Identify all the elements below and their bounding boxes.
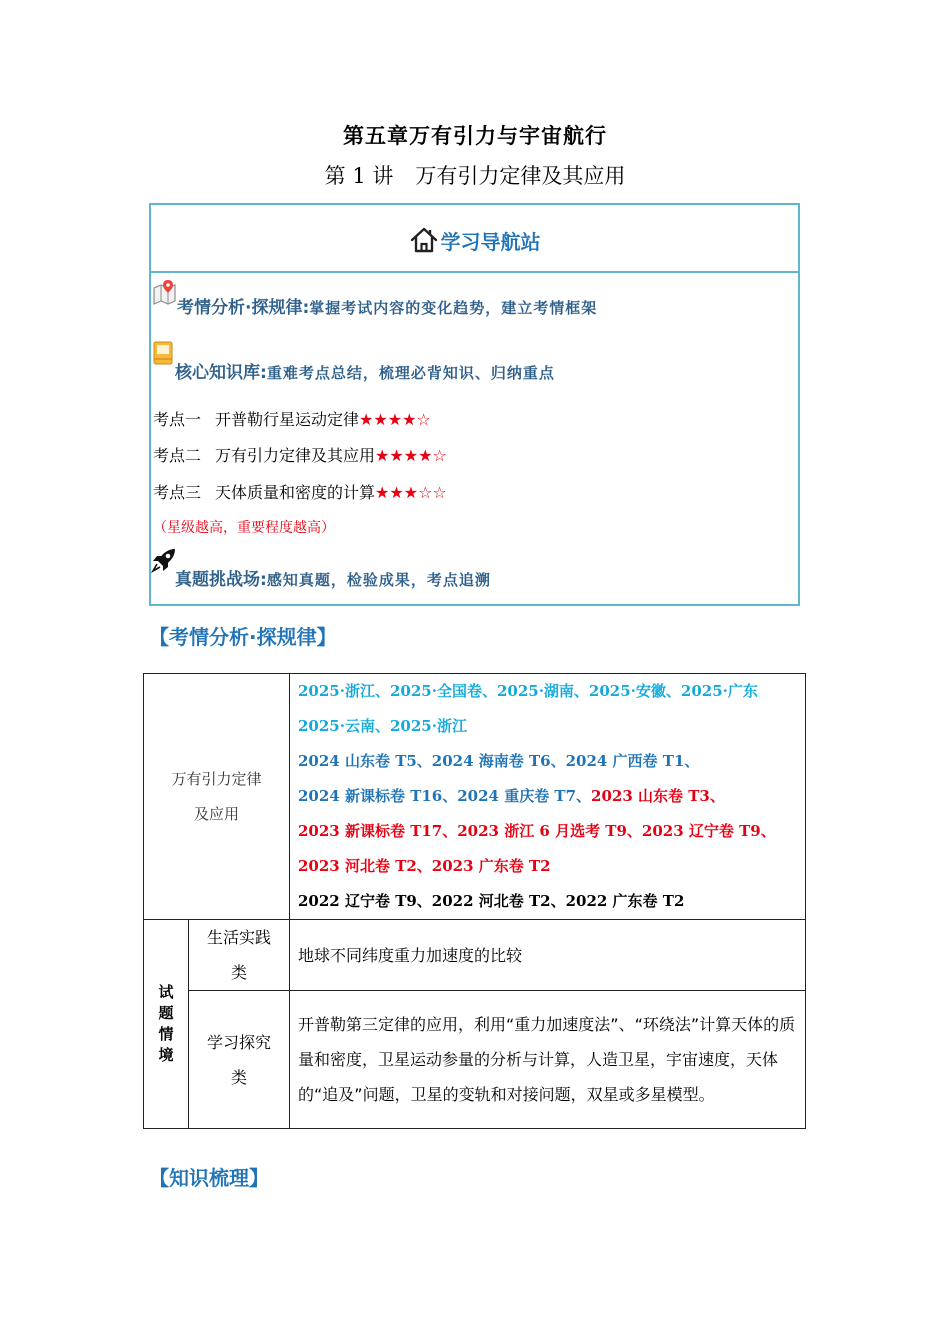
table-row [144, 991, 806, 1129]
study-explore-desc: 开普勒第三定律的应用，利用“重力加速度法”、“环绕法”计算天体的质量和密度，卫星运动参量的分析与计算，人造卫星，宇宙速度，天体的“追及”问题，卫星的变轨和对接问题，双星或多星模型。 [290, 991, 806, 1129]
nav-row-desc: 重难考点总结，梳理必背知识、归纳重点 [266, 364, 555, 382]
nav-row-core-knowledge [175, 358, 555, 383]
key-point-2: 考点二 万有引力定律及其应用★★★★☆ [153, 446, 447, 465]
nav-row-desc: 感知真题，检验成果，考点追溯 [266, 571, 491, 589]
key-point-3: 考点三 天体质量和密度的计算★★★☆☆ [153, 483, 447, 502]
nav-title: 学习导航站 [440, 230, 541, 254]
study-explore-type: 学习探究类 [189, 991, 290, 1129]
nav-row-label: 核心知识库: [175, 363, 267, 383]
key-point-1: 考点一 开普勒行星运动定律★★★★☆ [153, 410, 431, 429]
rating-stars: ★★★★☆ [359, 410, 431, 429]
ref-line: 2025·浙江、2025·全国卷、2025·湖南、2025·安徽、2025·广东 [298, 682, 758, 700]
nav-row-desc: 掌握考试内容的变化趋势，建立考情框架 [309, 299, 598, 317]
rating-stars: ★★★★☆ [375, 446, 447, 465]
ref-line: 2023 河北卷 T2、2023 广东卷 T2 [298, 857, 551, 875]
rating-stars: ★★★☆☆ [375, 483, 447, 502]
ref-line: 2025·云南、2025·浙江 [298, 717, 467, 735]
ref-line: 2024 新课标卷 T16、2024 重庆卷 T7、2023 山东卷 T3、 [298, 787, 725, 805]
book-icon [153, 341, 173, 369]
life-practice-desc: 地球不同纬度重力加速度的比较 [290, 920, 806, 991]
section-heading-knowledge: 【知识梳理】 [149, 1166, 269, 1190]
topic-cell: 万有引力定律及应用 [144, 674, 290, 920]
nav-row-label: 真题挑战场: [175, 570, 267, 590]
learning-nav-box [149, 203, 800, 606]
lesson-name: 万有引力定律及其应用 [415, 164, 626, 188]
home-icon [409, 225, 439, 260]
ref-line: 2024 山东卷 T5、2024 海南卷 T6、2024 广西卷 T1、 [298, 752, 700, 770]
nav-header [151, 205, 798, 273]
chapter-title: 第五章万有引力与宇宙航行 [343, 123, 607, 148]
nav-row-label: 考情分析·探规律: [177, 298, 310, 318]
exam-refs-cell [290, 674, 806, 920]
rocket-icon [151, 547, 177, 577]
map-pin-icon [153, 279, 177, 309]
nav-row-exam-analysis [177, 293, 597, 318]
table-row [144, 674, 806, 920]
lesson-title [0, 160, 950, 190]
table-row [144, 920, 806, 991]
exam-analysis-table [143, 673, 806, 1129]
star-note: （星级越高，重要程度越高） [153, 520, 335, 536]
life-practice-type: 生活实践类 [189, 920, 290, 991]
context-label-cell: 试题情境 [144, 920, 189, 1129]
nav-row-real-exam [175, 565, 491, 590]
lesson-number: 第 1 讲 [324, 164, 394, 188]
section-heading-exam-analysis: 【考情分析·探规律】 [149, 625, 337, 649]
ref-line: 2022 辽宁卷 T9、2022 河北卷 T2、2022 广东卷 T2 [298, 892, 685, 910]
ref-line: 2023 新课标卷 T17、2023 浙江 6 月选考 T9、2023 辽宁卷 T9、 [298, 822, 776, 840]
